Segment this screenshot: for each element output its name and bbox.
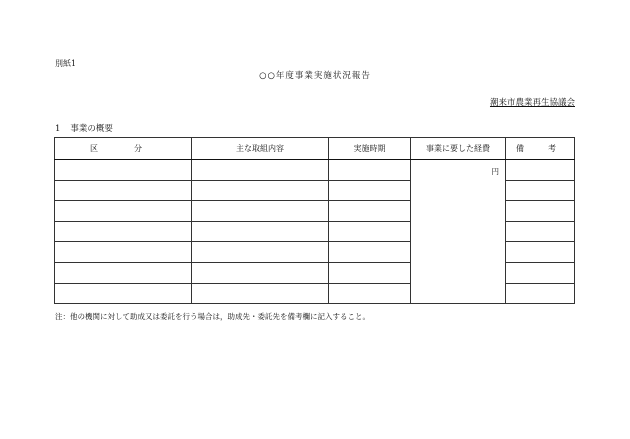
section-title: 事業の概要 [70, 124, 113, 134]
header-category: 区 分 [55, 138, 192, 160]
main-content-cell[interactable] [192, 160, 329, 181]
category-cell[interactable] [55, 160, 192, 181]
category-cell[interactable] [55, 180, 192, 201]
overview-table [54, 137, 575, 304]
header-main-content: 主な取組内容 [192, 138, 329, 160]
remarks-cell[interactable] [506, 201, 575, 222]
category-cell[interactable] [55, 283, 192, 304]
section-heading [55, 122, 113, 134]
category-cell[interactable] [55, 242, 192, 263]
main-content-cell[interactable] [192, 180, 329, 201]
main-content-cell[interactable] [192, 201, 329, 222]
period-cell[interactable] [329, 221, 411, 242]
remarks-cell[interactable] [506, 160, 575, 181]
remarks-cell[interactable] [506, 221, 575, 242]
category-cell[interactable] [55, 221, 192, 242]
remarks-cell[interactable] [506, 262, 575, 283]
period-cell[interactable] [329, 283, 411, 304]
cost-unit: 円 [491, 167, 499, 176]
attachment-label: 別紙1 [55, 59, 77, 68]
period-cell[interactable] [329, 180, 411, 201]
category-cell[interactable] [55, 262, 192, 283]
section-number: 1 [55, 124, 61, 134]
document-title: ○○年度事業実施状況報告 [259, 71, 371, 81]
category-cell[interactable] [55, 201, 192, 222]
period-cell[interactable] [329, 242, 411, 263]
organization-name: 潮来市農業再生協議会 [489, 98, 575, 108]
remarks-cell[interactable] [506, 242, 575, 263]
table-row [55, 160, 575, 181]
period-cell[interactable] [329, 262, 411, 283]
cost-cell[interactable] [411, 160, 506, 304]
main-content-cell[interactable] [192, 262, 329, 283]
header-remarks: 備 考 [506, 138, 575, 160]
remarks-cell[interactable] [506, 180, 575, 201]
header-period: 実施時期 [329, 138, 411, 160]
main-content-cell[interactable] [192, 242, 329, 263]
footnote: 注：他の機関に対して助成又は委託を行う場合は，助成先・委託先を備考欄に記入すること。 [55, 312, 370, 321]
main-content-cell[interactable] [192, 221, 329, 242]
table-header-row [55, 138, 575, 160]
period-cell[interactable] [329, 201, 411, 222]
main-content-cell[interactable] [192, 283, 329, 304]
remarks-cell[interactable] [506, 283, 575, 304]
period-cell[interactable] [329, 160, 411, 181]
header-cost: 事業に要した経費 [411, 138, 506, 160]
